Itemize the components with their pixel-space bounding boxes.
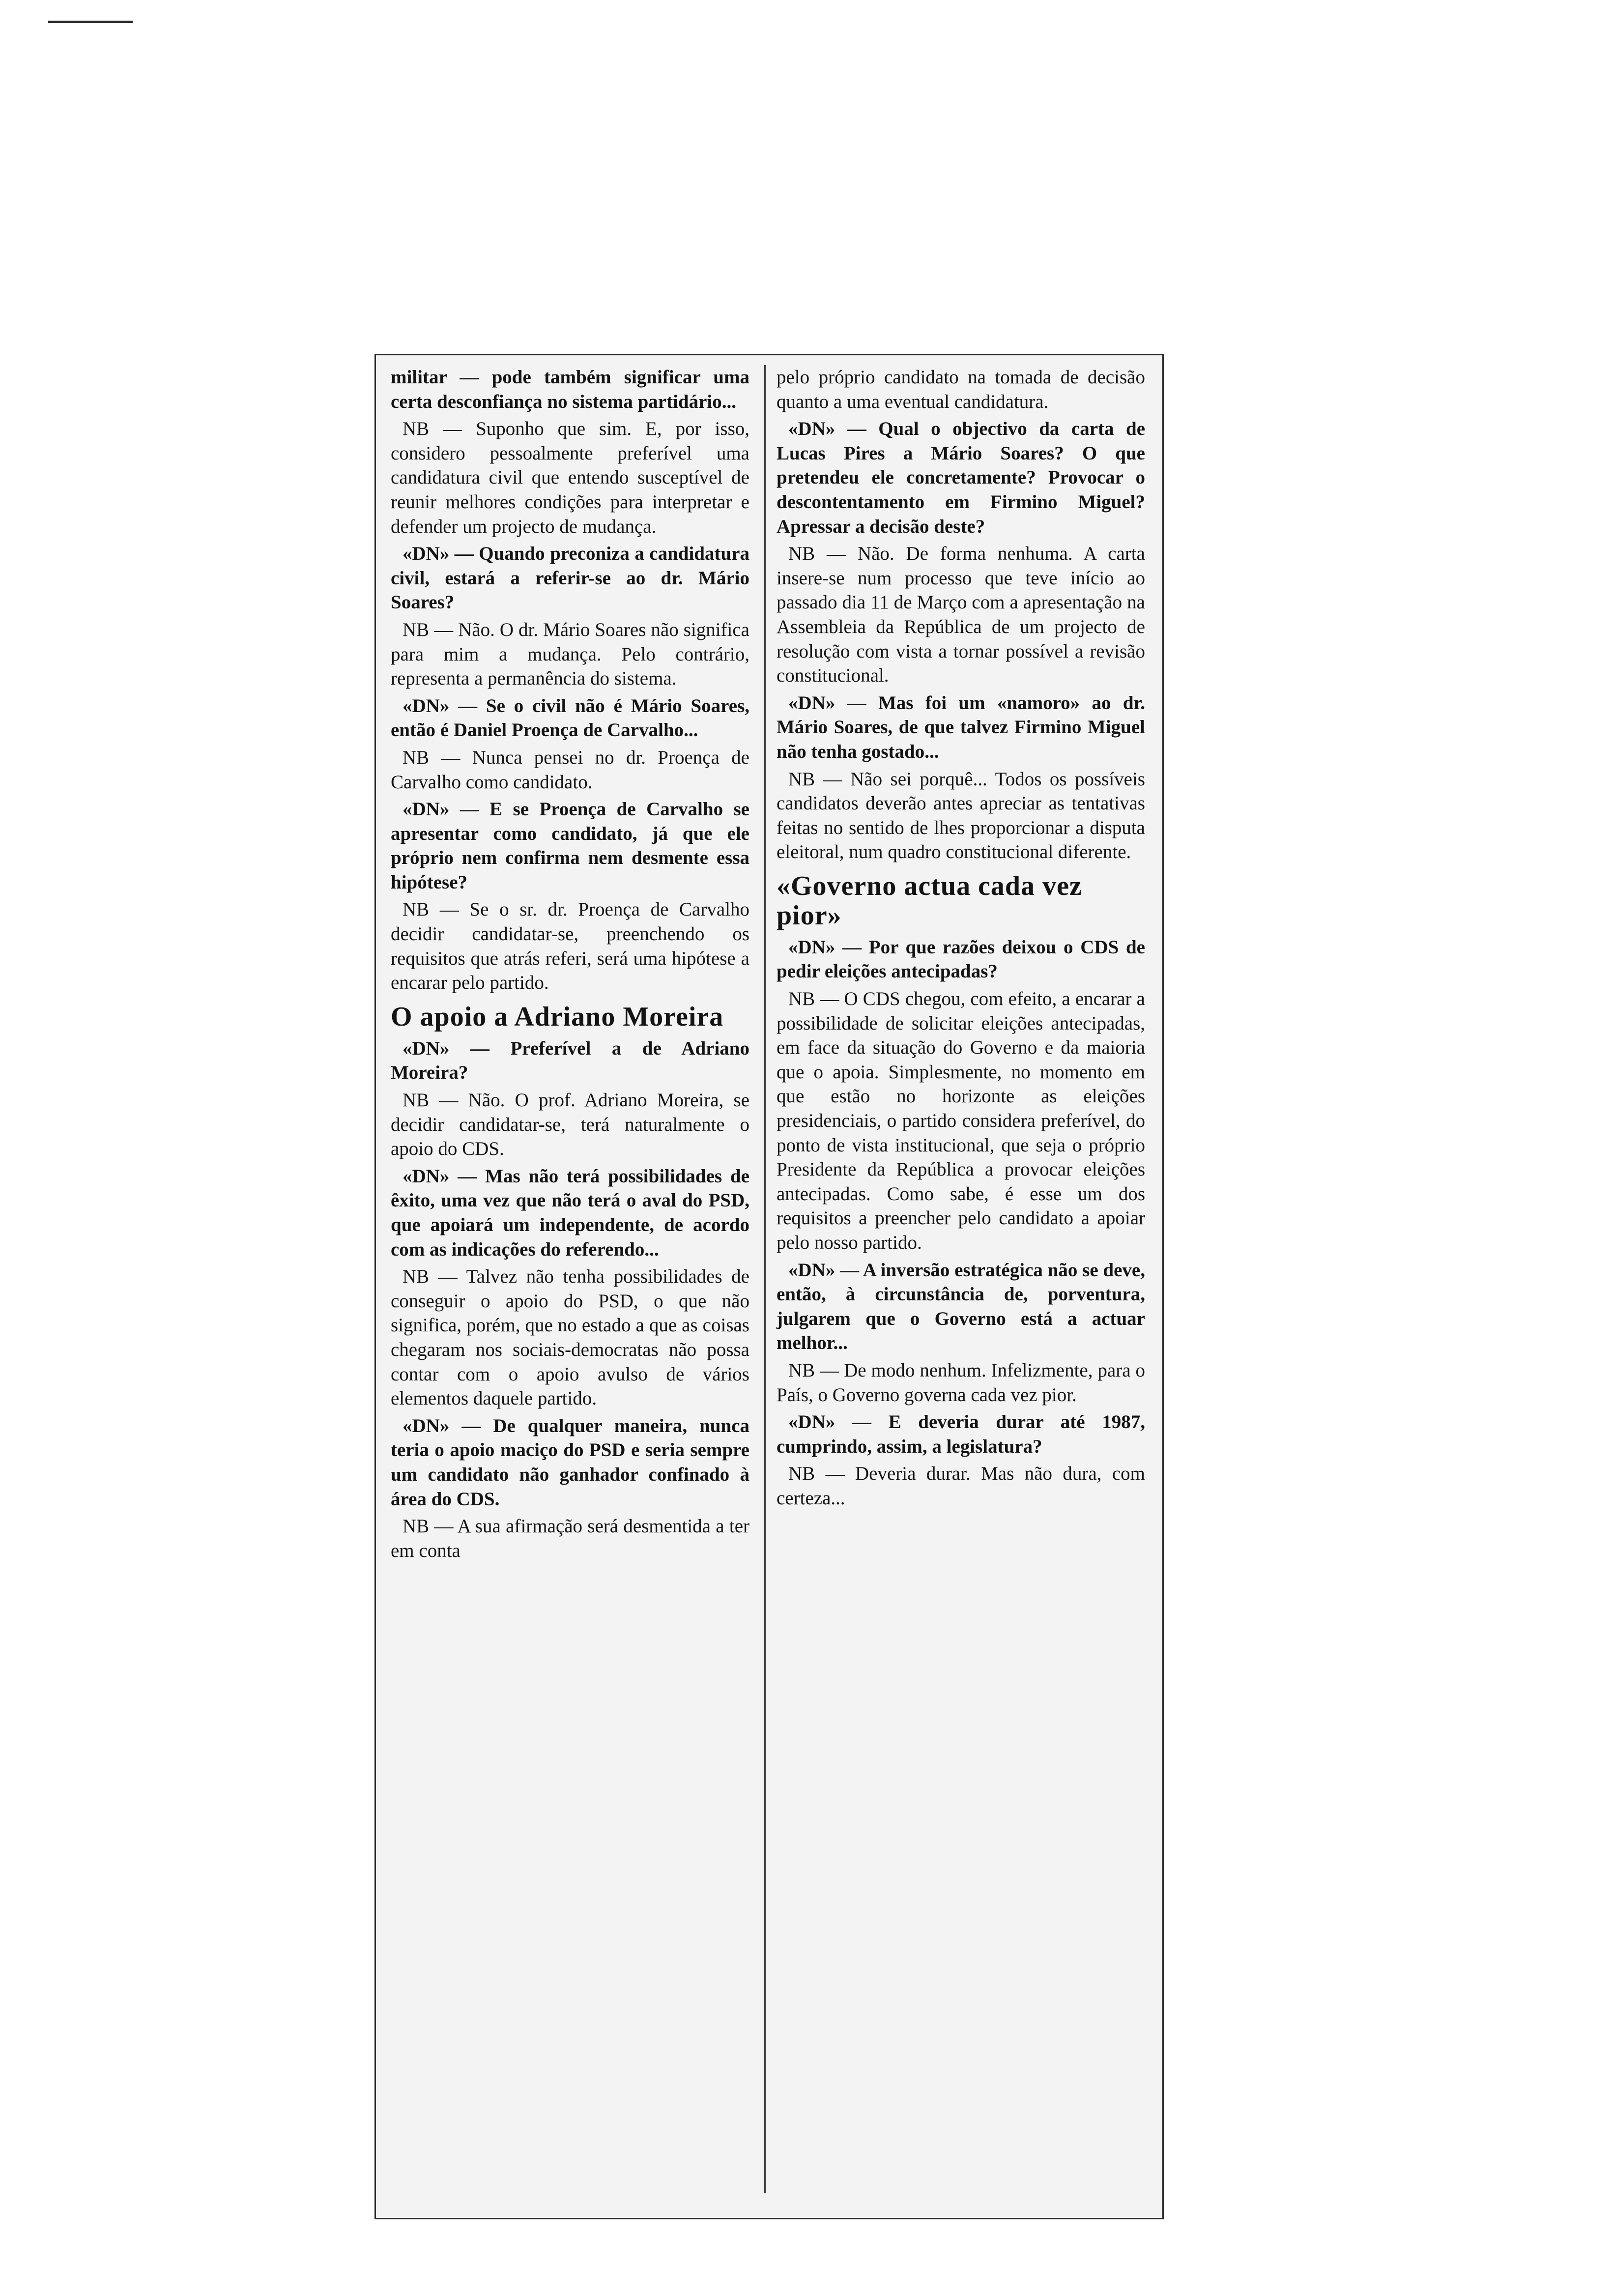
answer-paragraph: NB — Não. De forma nenhuma. A carta insere-se num processo que teve início ao passado dia 11 de Março com a apresentação na Assembleia da República de um projecto de resolução com vista a tornar possível a revisão constitucional. [777, 543, 1145, 687]
answer-paragraph: NB — Deveria durar. Mas não dura, com certeza... [777, 1463, 1145, 1509]
answer-paragraph: NB — Nunca pensei no dr. Proença de Carvalho como candidato. [391, 746, 749, 793]
question-paragraph: «DN» — E se Proença de Carvalho se apresentar como candidato, já que ele próprio nem confirma nem desmente essa hipótese? [391, 799, 749, 893]
right-column [777, 365, 1145, 1514]
answer-paragraph: NB — Não. O prof. Adriano Moreira, se decidir candidatar-se, terá naturalmente o apoio do CDS. [391, 1090, 749, 1160]
question-paragraph: «DN» — De qualquer maneira, nunca teria o apoio maciço do PSD e seria sempre um candidato não ganhador confinado à área do CDS. [391, 1415, 749, 1510]
answer-paragraph: NB — O CDS chegou, com efeito, a encarar a possibilidade de solicitar eleições antecipadas, em face da situação do Governo e da maioria que o apoia. Simplesmente, no momento em que estão no horizonte as eleições presidenciais, o partido considera preferível, do ponto de vista institucional, que seja o próprio Presidente da República a provocar eleições antecipadas. Como sabe, é esse um dos requisitos a preencher pelo candidato a apoiar pelo nosso partido. [777, 988, 1145, 1253]
answer-paragraph: NB — Se o sr. dr. Proença de Carvalho decidir candidatar-se, preenchendo os requisitos que atrás referi, será uma hipótese a encarar pelo partido. [391, 899, 749, 994]
answer-paragraph: NB — A sua afirmação será desmentida a ter em conta [391, 1516, 749, 1561]
question-paragraph: «DN» — Qual o objectivo da carta de Lucas Pires a Mário Soares? O que pretendeu ele concretamente? Provocar o descontentamento em Firmino Miguel? Apressar a decisão deste? [777, 418, 1145, 537]
answer-paragraph: NB — Não. O dr. Mário Soares não significa para mim a mudança. Pelo contrário, representa a permanência do sistema. [391, 619, 749, 689]
question-paragraph: «DN» — Mas não terá possibilidades de êxito, uma vez que não terá o aval do PSD, que apoiará um independente, de acordo com as indicações do referendo... [391, 1165, 749, 1260]
question-paragraph: «DN» — Preferível a de Adriano Moreira? [391, 1037, 749, 1084]
answer-paragraph: NB — De modo nenhum. Infelizmente, para o País, o Governo governa cada vez pior. [777, 1359, 1145, 1406]
question-paragraph: «DN» — A inversão estratégica não se deve, então, à circunstância de, porventura, julgarem que o Governo está a actuar melhor... [777, 1259, 1145, 1354]
top-rule [48, 21, 133, 23]
left-column [391, 365, 749, 1566]
answer-paragraph: NB — Talvez não tenha possibilidades de conseguir o apoio do PSD, o que não significa, porém, que no estado a que as coisas chegaram nos sociais-democratas não possa contar com o apoio avulso de vários elementos daquele partido. [391, 1266, 749, 1409]
section-heading: «Governo actua cada vez pior» [777, 870, 1082, 931]
column-divider [764, 365, 766, 2193]
answer-paragraph: NB — Não sei porquê... Todos os possíveis candidatos deverão antes apreciar as tentativas feitas no sentido de lhes proporcionar a disputa eleitoral, num quadro constitucional diferente. [777, 768, 1145, 863]
question-paragraph: «DN» — Se o civil não é Mário Soares, então é Daniel Proença de Carvalho... [391, 695, 749, 741]
question-paragraph: «DN» — Por que razões deixou o CDS de pedir eleições antecipadas? [777, 936, 1145, 982]
paragraph: pelo próprio candidato na tomada de decisão quanto a uma eventual candidatura. [777, 367, 1145, 412]
question-paragraph: «DN» — E deveria durar até 1987, cumprindo, assim, a legislatura? [777, 1411, 1145, 1457]
paragraph: militar — pode também significar uma certa desconfiança no sistema partidário... [391, 367, 749, 412]
answer-paragraph: NB — Suponho que sim. E, por isso, considero pessoalmente preferível uma candidatura civil que entendo susceptível de reunir melhores condições para interpretar e defender um projecto de mudança. [391, 418, 749, 537]
question-paragraph: «DN» — Quando preconiza a candidatura civil, estará a referir-se ao dr. Mário Soares? [391, 543, 749, 613]
newspaper-clipping [374, 354, 1164, 2219]
section-heading: O apoio a Adriano Moreira [391, 1001, 724, 1032]
question-paragraph: «DN» — Mas foi um «namoro» ao dr. Mário Soares, de que talvez Firmino Miguel não tenha gostado... [777, 692, 1145, 762]
